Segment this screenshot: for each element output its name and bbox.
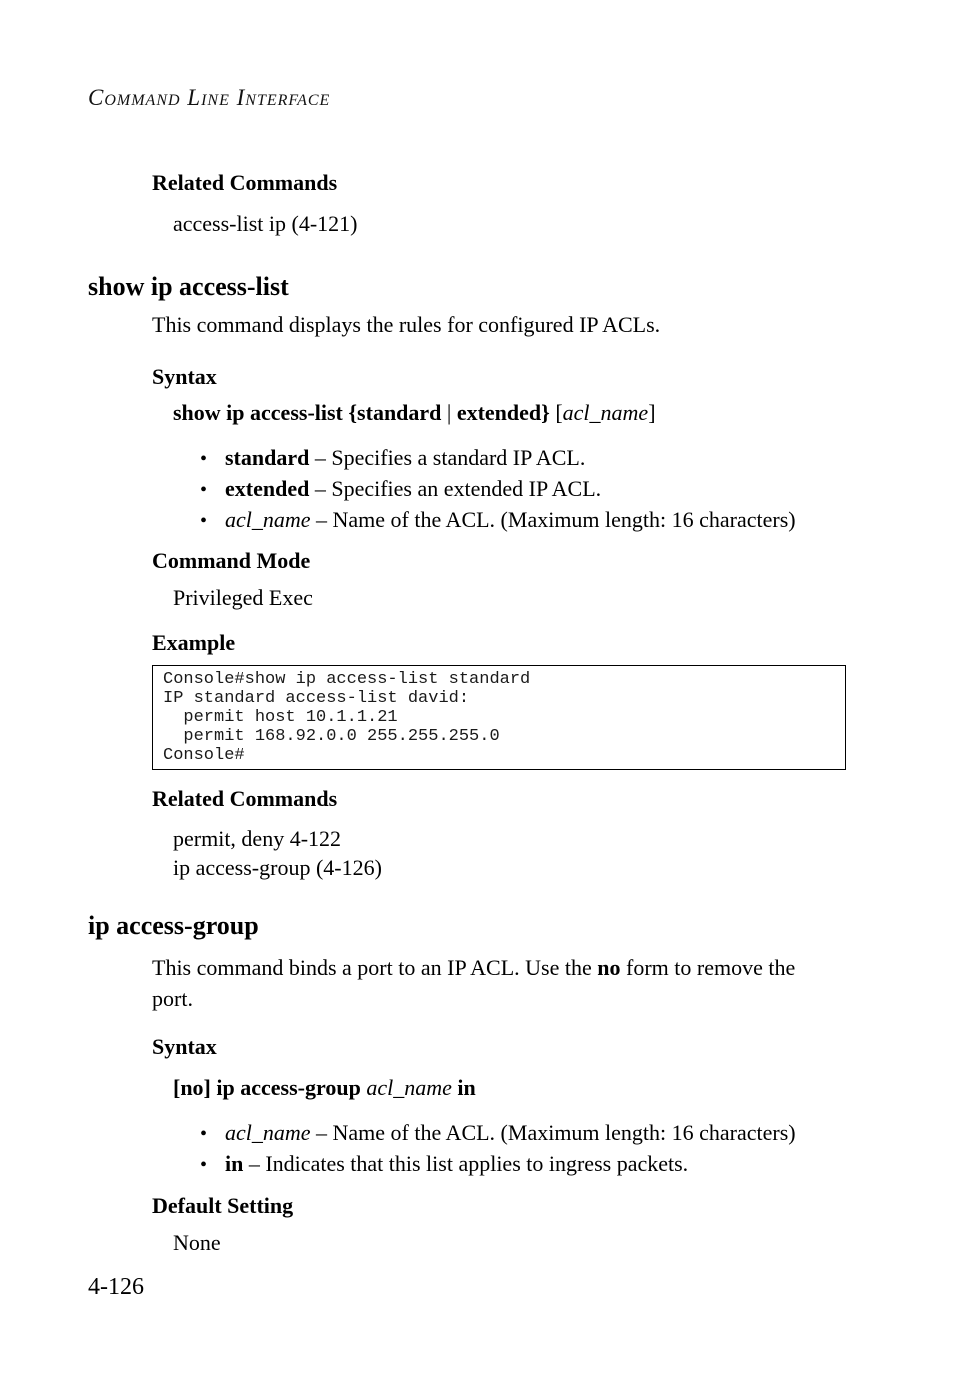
bullet-item-acl-name	[200, 505, 954, 536]
section-title-ip-access-group: ip access-group	[88, 911, 259, 940]
syntax-line	[173, 401, 954, 425]
description-line: port.	[152, 986, 193, 1011]
related-command-reference: access-list ip (4-121)	[173, 211, 358, 236]
description-line	[152, 952, 954, 983]
syntax-bracket: ]	[648, 400, 656, 425]
parameter-definition: – Name of the ACL. (Maximum length: 16 characters)	[310, 507, 796, 532]
section-description	[152, 952, 954, 1014]
syntax-separator: |	[446, 400, 457, 425]
syntax-argument: acl_name	[366, 1075, 452, 1100]
default-setting-heading: Default Setting	[152, 1193, 294, 1218]
console-line: Console#	[163, 746, 245, 765]
syntax-keyword: show ip access-list {standard	[173, 400, 447, 425]
parameter-term: extended	[225, 476, 310, 501]
parameter-definition: – Specifies an extended IP ACL.	[309, 476, 602, 501]
related-commands-heading: Related Commands	[152, 786, 338, 811]
parameter-list	[200, 1118, 954, 1180]
related-commands-heading-top: Related Commands	[152, 170, 338, 195]
example-heading: Example	[152, 630, 236, 655]
parameter-term: in	[225, 1151, 244, 1176]
description-text: form to remove the	[620, 955, 796, 980]
syntax-keyword: [no] ip access-group	[173, 1075, 367, 1100]
parameter-term: acl_name	[225, 1120, 311, 1145]
running-header: Command Line Interface	[88, 85, 331, 110]
syntax-bracket: [	[549, 400, 563, 425]
related-commands-list	[173, 824, 954, 882]
page-number: 4-126	[88, 1274, 144, 1300]
syntax-argument: acl_name	[562, 400, 649, 425]
console-line: Console#show ip access-list standard	[163, 670, 531, 689]
parameter-list	[200, 443, 954, 536]
command-mode-value: Privileged Exec	[173, 585, 313, 610]
description-text: This command binds a port to an IP ACL. Use the	[152, 955, 598, 980]
syntax-keyword: in	[451, 1075, 476, 1100]
parameter-definition: – Name of the ACL. (Maximum length: 16 characters)	[310, 1120, 796, 1145]
parameter-definition: – Specifies a standard IP ACL.	[309, 445, 586, 470]
bullet-item-standard	[200, 443, 954, 474]
section-description: This command displays the rules for configured IP ACLs.	[152, 312, 661, 337]
bullet-item-extended	[200, 474, 954, 505]
console-line: permit 168.92.0.0 255.255.255.0	[163, 727, 500, 746]
parameter-term: standard	[225, 445, 310, 470]
syntax-heading: Syntax	[152, 364, 217, 389]
syntax-keyword: extended}	[456, 400, 550, 425]
parameter-term: acl_name	[225, 507, 311, 532]
related-command-reference: permit, deny 4-122	[173, 826, 342, 851]
command-mode-heading: Command Mode	[152, 548, 311, 573]
parameter-definition: – Indicates that this list applies to ingress packets.	[243, 1151, 689, 1176]
section-title-show-ip-access-list: show ip access-list	[88, 272, 289, 301]
related-command-reference: ip access-group (4-126)	[173, 855, 382, 880]
bullet-item-in	[200, 1149, 954, 1180]
description-keyword: no	[597, 955, 621, 980]
console-line: permit host 10.1.1.21	[163, 708, 398, 727]
console-line: IP standard access-list david:	[163, 689, 470, 708]
bullet-item-acl-name	[200, 1118, 954, 1149]
syntax-line	[173, 1076, 954, 1100]
console-example-box	[152, 665, 846, 770]
syntax-heading: Syntax	[152, 1034, 217, 1059]
default-setting-value: None	[173, 1230, 221, 1255]
